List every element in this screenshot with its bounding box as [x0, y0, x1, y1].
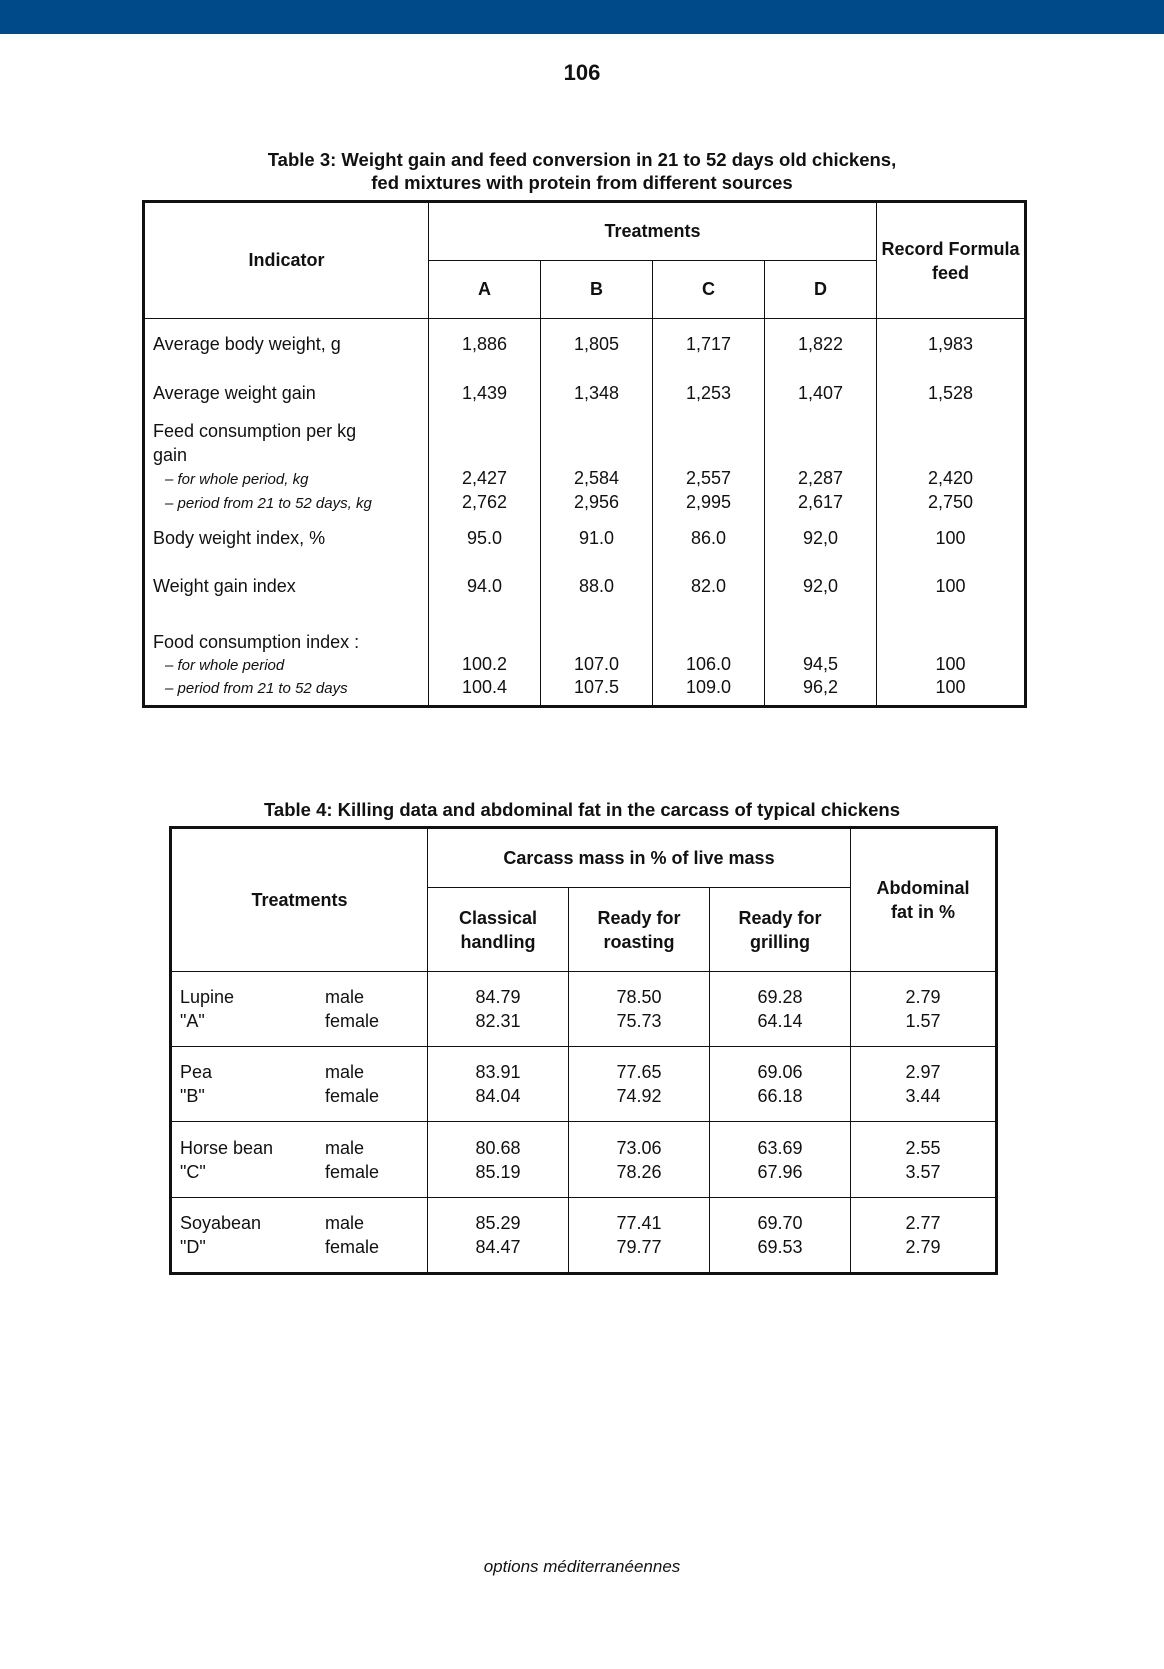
table-row: [144, 611, 1026, 653]
cell-value: 78.50: [616, 987, 662, 1007]
cell-value: 3.57: [905, 1161, 941, 1182]
top-color-bar: [0, 0, 1164, 34]
cell-value: 1,822: [765, 319, 877, 370]
table3-header-b: B: [541, 261, 653, 319]
cell-value: 106.0: [653, 653, 765, 677]
cell-value: 1,253: [653, 370, 765, 418]
table-row: [144, 319, 1026, 370]
cell-value: 77.41: [616, 1213, 662, 1233]
treatment-name: Horse bean: [180, 1137, 274, 1158]
row-sublabel: – period from 21 to 52 days: [165, 679, 348, 697]
table3-header-d: D: [765, 261, 877, 319]
table-row: [171, 1047, 997, 1122]
treatment-name: Lupine: [180, 987, 235, 1007]
table3-caption: [0, 148, 1164, 194]
row-label: Feed consumption per kg gain: [144, 418, 429, 467]
cell-value: 82.0: [653, 563, 765, 611]
table4-header-roasting: Ready for roasting: [569, 888, 710, 972]
table4-caption: Table 4: Killing data and abdominal fat in the carcass of typical chickens: [263, 799, 901, 820]
cell-value: 91.0: [541, 515, 653, 563]
sex-label: female: [325, 1011, 380, 1031]
row-sublabel: – period from 21 to 52 days, kg: [165, 495, 372, 512]
table-row: [171, 1198, 997, 1274]
cell-value: 100: [877, 563, 1026, 611]
cell-value: 77.65: [616, 1062, 662, 1082]
table3-header-treatments: Treatments: [429, 202, 877, 261]
cell-value: 85.29: [475, 1213, 521, 1233]
cell-value: 100: [877, 653, 1026, 677]
table3-header-a: A: [429, 261, 541, 319]
treatment-name: Soyabean: [180, 1213, 262, 1233]
cell-value: 2,287: [765, 467, 877, 491]
cell-value: 69.28: [757, 987, 803, 1007]
cell-value: 78.26: [616, 1161, 662, 1182]
cell-value: 85.19: [475, 1161, 521, 1182]
cell-value: 2,427: [429, 467, 541, 491]
cell-value: 1,983: [877, 319, 1026, 370]
cell-value: 79.77: [616, 1237, 662, 1257]
cell-value: 1,348: [541, 370, 653, 418]
cell-value: 3.44: [905, 1086, 941, 1106]
sex-label: male: [325, 1213, 365, 1233]
cell-value: 1,407: [765, 370, 877, 418]
cell-value: 1,717: [653, 319, 765, 370]
table4-header-treatments: Treatments: [171, 828, 428, 972]
cell-value: 83.91: [475, 1062, 521, 1082]
table4-header-carcass: Carcass mass in % of live mass: [428, 828, 851, 888]
cell-value: 88.0: [541, 563, 653, 611]
row-label: Average weight gain: [144, 370, 429, 418]
cell-value: 82.31: [475, 1011, 521, 1031]
table4: [169, 826, 998, 1275]
table-row: [144, 677, 1026, 707]
table3-caption-line2: fed mixtures with protein from different sources: [371, 172, 793, 193]
cell-value: 2,557: [653, 467, 765, 491]
cell-value: 2.79: [905, 1237, 941, 1257]
cell-value: 2,762: [429, 491, 541, 515]
table-row: [144, 370, 1026, 418]
table3-header-c: C: [653, 261, 765, 319]
table-row: [144, 418, 1026, 467]
cell-value: 2.79: [905, 987, 941, 1007]
row-label: Weight gain index: [144, 563, 429, 611]
cell-value: 2,584: [541, 467, 653, 491]
row-sublabel: – for whole period, kg: [165, 471, 309, 488]
cell-value: 63.69: [757, 1137, 803, 1158]
cell-value: 1,886: [429, 319, 541, 370]
row-label: Food consumption index :: [144, 611, 429, 653]
cell-value: 74.92: [616, 1086, 662, 1106]
table3-header-indicator: Indicator: [144, 202, 429, 319]
cell-value: 73.06: [616, 1137, 662, 1158]
cell-value: 64.14: [757, 1011, 803, 1031]
sex-label: female: [325, 1237, 380, 1257]
cell-value: 2.77: [905, 1213, 941, 1233]
sex-label: male: [325, 1137, 365, 1158]
treatment-code: "A": [180, 1011, 205, 1031]
cell-value: 92,0: [765, 515, 877, 563]
cell-value: 2.55: [905, 1137, 941, 1158]
cell-value: 86.0: [653, 515, 765, 563]
cell-value: 69.53: [757, 1237, 803, 1257]
cell-value: 107.0: [541, 653, 653, 677]
cell-value: 1,805: [541, 319, 653, 370]
table4-header-fat: Abdominal fat in %: [851, 828, 997, 972]
cell-value: 2.97: [905, 1062, 941, 1082]
table4-header-classical: Classical handling: [428, 888, 569, 972]
cell-value: 69.06: [757, 1062, 803, 1082]
cell-value: 67.96: [757, 1161, 803, 1182]
cell-value: 2,750: [877, 491, 1026, 515]
table3-header-record: Record Formula feed: [877, 202, 1026, 319]
table-row: [144, 563, 1026, 611]
table-row: [144, 491, 1026, 515]
cell-value: 94.0: [429, 563, 541, 611]
table-row: [144, 515, 1026, 563]
row-label: Body weight index, %: [144, 515, 429, 563]
row-sublabel: – for whole period: [165, 657, 285, 674]
table-row: [171, 1122, 997, 1198]
table3-caption-line1: Table 3: Weight gain and feed conversion in 21 to 52 days old chickens,: [267, 149, 897, 170]
page-number: 106: [563, 60, 601, 85]
cell-value: 75.73: [616, 1011, 662, 1031]
sex-label: male: [325, 987, 365, 1007]
cell-value: 84.79: [475, 987, 521, 1007]
cell-value: 100: [877, 515, 1026, 563]
treatment-code: "B": [180, 1086, 205, 1106]
treatment-code: "C": [180, 1161, 206, 1182]
cell-value: 2,995: [653, 491, 765, 515]
cell-value: 84.04: [475, 1086, 521, 1106]
table3: [142, 200, 1027, 708]
footer-journal-name: options méditerranéennes: [483, 1557, 681, 1576]
row-label: Average body weight, g: [144, 319, 429, 370]
cell-value: 1,528: [877, 370, 1026, 418]
table-row: [171, 972, 997, 1047]
cell-value: 1.57: [905, 1011, 941, 1031]
sex-label: female: [325, 1086, 380, 1106]
cell-value: 2,956: [541, 491, 653, 515]
cell-value: 84.47: [475, 1237, 521, 1257]
treatment-name: Pea: [180, 1062, 213, 1082]
cell-value: 92,0: [765, 563, 877, 611]
table4-header-grilling: Ready for grilling: [710, 888, 851, 972]
cell-value: 96,2: [765, 677, 877, 707]
cell-value: 109.0: [653, 677, 765, 707]
sex-label: male: [325, 1062, 365, 1082]
cell-value: 2,420: [877, 467, 1026, 491]
cell-value: 100.2: [429, 653, 541, 677]
cell-value: 100: [877, 677, 1026, 707]
cell-value: 95.0: [429, 515, 541, 563]
sex-label: female: [325, 1161, 380, 1182]
table-row: [144, 653, 1026, 677]
table-row: [144, 467, 1026, 491]
treatment-code: "D": [180, 1237, 206, 1257]
cell-value: 2,617: [765, 491, 877, 515]
cell-value: 94,5: [765, 653, 877, 677]
cell-value: 66.18: [757, 1086, 803, 1106]
cell-value: 107.5: [541, 677, 653, 707]
cell-value: 1,439: [429, 370, 541, 418]
cell-value: 69.70: [757, 1213, 803, 1233]
cell-value: 80.68: [475, 1137, 521, 1158]
cell-value: 100.4: [429, 677, 541, 707]
